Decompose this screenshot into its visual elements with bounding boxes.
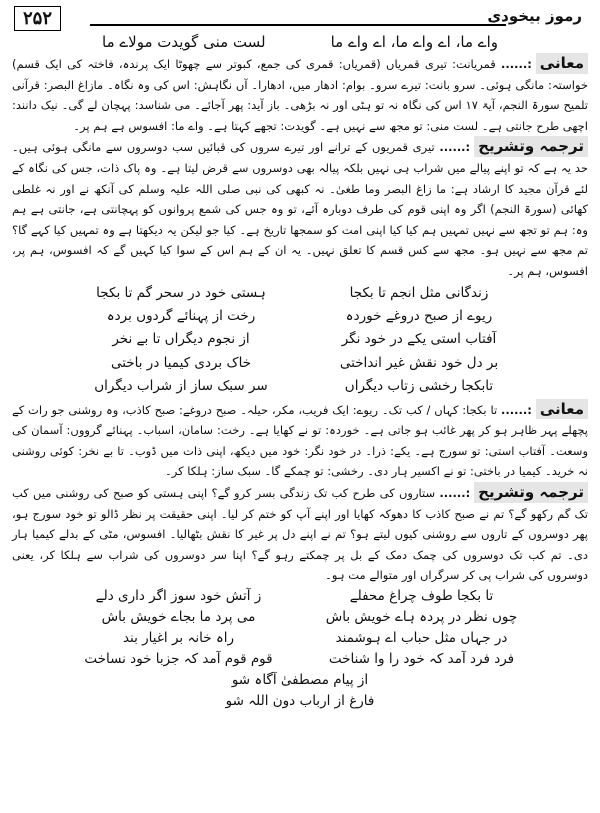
couplet-left: خاک بردی کیمیا در باختی (110, 354, 252, 371)
closing-single-line: فارغ از ارباب دون اللہ شو (225, 692, 375, 709)
closing-single-line: از پیام مصطفیٰ آگاہ شو (231, 671, 369, 688)
closing-verses (12, 586, 588, 712)
couplet-left: سر سبک ساز از شراب دیگراں (94, 378, 268, 395)
verse-right: چوں نظر در پردہ ہاے خویش باش (325, 608, 518, 625)
translation-section-2 (12, 482, 588, 586)
opening-verse-left: لست منی گویدت مولاے ما (102, 33, 266, 51)
verse-right: تا بکجا طوف چراغ محفلے (349, 587, 494, 604)
opening-verse (12, 32, 588, 53)
section-text: تیری قمریوں کے ترانے اور تیرے سروں کی قبائیں سب دوسروں سے مانگی ہوئی ہیں۔ حد یہ ہے کہ تو اپنے پیالے میں شراب ہی نہیں بلکہ پیالہ بھی دوسروں سے قرض لیتا ہے۔ وہ پاک ذات، جس کی نگاہ کے لئے قرآن مجید کا ارشاد ہے: ما زاغ البصر وما طغیٰ۔ نہ کبھی کی نبی صلی اللہ علیہ وسلم کی آنکھ نے اور نہ غلطی کھائی (سورۃ النجم) اگر وہ اپنی قوم کی طرف دوبارہ آئے، تو وہ جس کی شمع پروانوں کو پہچانتی ہے، جانتی ہے ہم وہ: ہم تو تجھ سے نہیں تمہیں ہم کیا کیا اپنی امت کو سمجھا تاریخ ہے۔ کیا جو لیکن یہ دیکھتا ہے وہ تمہیں کیا کہے گا؟ تم مجھ سے نہیں ہو۔ مجھ سے کس قسم کا تعلق نہیں۔ یہ ان کے ہم اس کے سوا کیا کہیں گے کہ افسوس، ہم پر، افسوس، ہم پر۔ (12, 140, 588, 278)
heading-dots: :...... (501, 402, 532, 417)
translation-section-1 (12, 136, 588, 281)
meanings-section-1 (12, 53, 588, 136)
section-text: تا بکجا: کہاں / کب تک۔ ریوے: ایک فریب، مکر، حیلہ۔ صبح دروغے: صبح کاذب، وہ روشنی جو رات کے پچھلے پہر ظاہر ہو کر پھر غائب ہو جاتی ہے۔ خوردہ: تو نے کھایا ہے۔ رخت: سامان، اسباب۔ پہنائے گرووں: آسمان کی وسعت۔ آفتاب استی: تو سورج ہے۔ یکے: ذرا۔ در خود نگر: خود میں دیکھ، اپنی ذات میں ڈوب۔ تا بے نخر: کوئی روشنی نہ خرید۔ کیمیا در باختی: تو نے اکسیر ہار دی۔ رخشی: تو چمکے گا۔ سبک ساز: ہلکا کر۔ (12, 402, 588, 479)
heading-dots: :...... (500, 57, 532, 71)
verse-left: قوم قوم آمد کہ جزبا خود نساخت (84, 650, 273, 667)
verse-row (72, 649, 528, 670)
section-heading: معانی (536, 399, 588, 420)
verse-left: ز آتش خود سوز اگر داری دلے (95, 587, 262, 604)
section-heading: معانی (536, 53, 588, 74)
verse-left: می پرد ما بجاے خویش باش (101, 608, 256, 625)
section-heading: ترجمہ وتشریح (474, 136, 588, 157)
heading-dots: :...... (439, 485, 471, 500)
running-title: رموز بیخودی (487, 7, 582, 25)
verse-right: در جہاں مثل حباب اے ہوشمند (335, 629, 508, 646)
couplet-left: از نجوم دیگراں تا بے نخر (112, 331, 250, 348)
verse-right: فرد فرد آمد کہ خود را وا شناخت (328, 650, 515, 667)
verse-row (72, 607, 528, 628)
page-number: ۲۵۲ (14, 6, 61, 31)
verse-row (72, 586, 528, 607)
couplet-right: بر دل خود نقش غیر انداختی (339, 354, 499, 371)
couplet-right: زندگانی مثل انجم تا بکجا (349, 284, 489, 301)
section-text: قمریانت: تیری قمریاں (قمریاں: قمری کی جمع، کبوتر سے چھوٹا ایک پرندہ، فاختہ کی ایک قسم) خواستہ: مانگی ہوئی۔ سرو بانت: تیرے سرو۔ بوام: ادھار میں، ادھارا۔ آں نگاہش: اس کی وہ نگاہ۔ مازاغ البصر: قرآنی تلمیح سورۃ النجم، آیۃ ۱۷ اس کی نگاہ نہ تو ہٹی اور نہ بڑھی۔ باز آید: پھر آجائے۔ می شناسد: پہچان لے گی۔ نیک دانند: اچھی طرح جانتی ہے۔ لست منی: تو مجھ سے نہیں ہے۔ گویدت: تجھے کہتا ہے۔ واے ما: افسوس ہے ہم پر۔ (12, 57, 588, 133)
verse-row (72, 628, 528, 649)
section-heading: ترجمہ وتشریح (474, 482, 588, 503)
couplet-left: رخت از پہنائے گردوں بردہ (106, 307, 256, 324)
couplet-right: آفتاب استی یکے در خود نگر (341, 331, 497, 348)
couplet-left: ہستی خود در سحر گم تا بکجا (96, 284, 266, 301)
couplet-right: تابکجا رخشی زتاب دیگراں (344, 378, 494, 395)
opening-verse-right: واے ما، اے واے ما، اے واے ما (330, 33, 498, 51)
page-header (12, 6, 588, 32)
heading-dots: :...... (439, 140, 471, 155)
meanings-section-2 (12, 399, 588, 482)
couplet-right: ریوے از صبح دروغے خوردہ (345, 307, 493, 324)
verse-couplets (12, 282, 588, 399)
header-rule (90, 24, 506, 26)
section-text: ستاروں کی طرح کب تک زندگی بسر کرو گے؟ اپنی ہستی کو صبح کی روشنی میں کب تک گم رکھو گے؟ تم نے صبح کاذب کا دھوکہ کھایا اور اپنے آپ کو ختم کر لیا۔ اپنی حقیقت پر نظر ڈالو تو خود سورج ہو، پھر دوسروں کے تاروں سے روشنی کیوں لیتے ہو؟ تم نے اپنے دل پر غیر کا نقش بٹھالیا۔ افسوس، مٹی کے بدلے کیمیا ہار دی۔ تم کب تک دوسروں کی چمک دمک کے بل پر چمکتے رہو گے؟ اپنا سر دوسروں کی شراب سے ہلکا کر، یعنی دوسروں کی شراب پی کر سرگراں اور متوالے مت ہو۔ (12, 485, 588, 583)
verse-left: راہ خانہ بر اغیار بند (122, 629, 235, 646)
